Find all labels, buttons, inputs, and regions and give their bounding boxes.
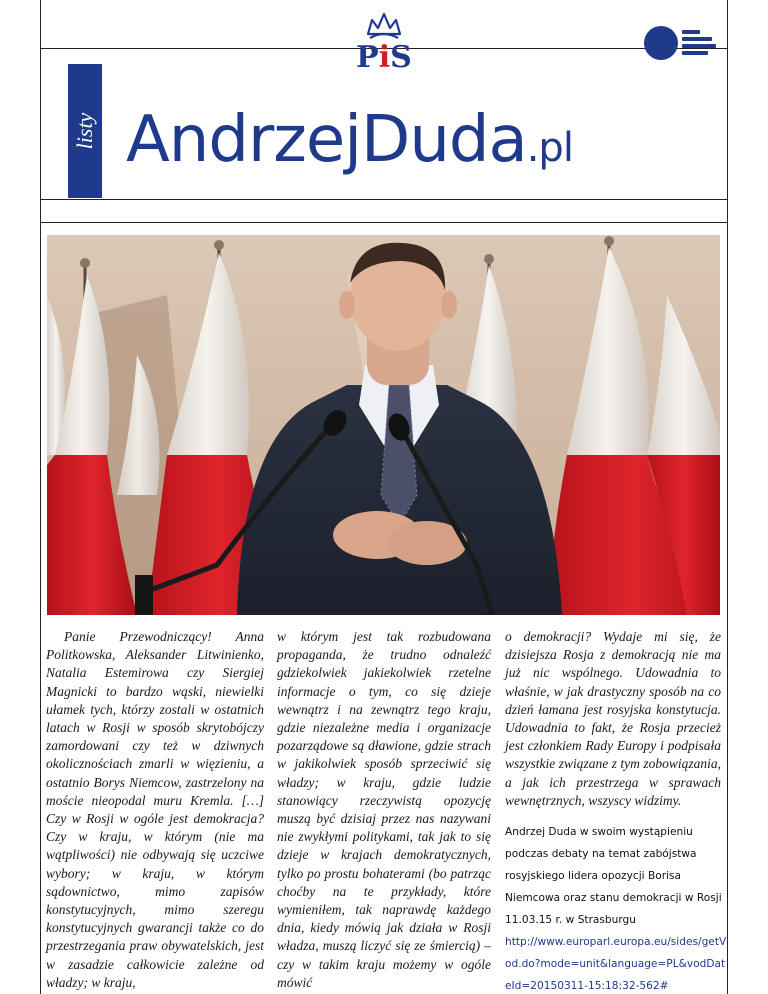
ekr-emblem-icon: [644, 26, 678, 60]
masthead-domain: .pl: [526, 125, 573, 171]
party-logo-text: PiS: [356, 40, 412, 75]
video-link[interactable]: http://www.europarl.europa.eu/sides/getVod.do?mode=unit&language=PL&vodDateId=20150311-15:18:32-562#: [505, 936, 727, 992]
left-margin-line: [40, 0, 41, 994]
caption-text: Andrzej Duda w swoim wystąpieniu podczas debaty na temat zabójstwa rosyjskiego lidera opozycji Borisa Niemcowa oraz stanu demokracji w Rosji 11.03.15 r. w Strasburgu: [505, 826, 722, 926]
masthead-title: [126, 103, 573, 177]
article-column-2: w którym jest tak rozbudowana propaganda, że trudno odnaleźć gdziekolwiek jakiekolwiek rzetelne informacje o tym, co się dzieje wewnątrz i na zewnątrz tego kraju, gdzie niezależne media i organizacje pozarządowe są dławione, gdzie strach w jakikolwiek sposób sprzeciwić się władzy; w kraju, gdzie ludzie stanowiący rzeczywistą opozycję muszą być dzisiaj przez nas nazywani nie zwykłymi politykami, tak jak to się dzieje w krajach demokratycznych, tylko po prostu bohaterami (bo patrząc choćby na te przykłady, które wymieniłem, tak naprawdę każdego dnia, kiedy mówią jak działa w Rosji władza, muszą liczyć się ze śmiercią) – czy w takim kraju możemy w ogóle mówić: [277, 629, 491, 990]
masthead-bottom-rule: [40, 199, 728, 200]
section-tab: [68, 64, 102, 198]
photo-top-rule: [40, 222, 728, 223]
photo-caption: [505, 821, 727, 994]
section-tab-label: listy: [72, 112, 97, 150]
ekr-logo-wordmark: [682, 30, 722, 58]
ekr-logo: [644, 24, 724, 64]
right-margin-line: [727, 0, 728, 994]
article-photo: [47, 235, 720, 615]
party-logo: [346, 8, 422, 74]
speaker-photo-illustration: [47, 235, 720, 615]
article-column-3: o demokracji? Wydaje mi się, że dzisiejsza Rosja z demokracją nie ma już nic wspólnego. Udowadnia to właśnie, w jak drastyczny sposób na co dzień łamana jest rosyjska konstytucja. Udowadnia to fakt, że Rosja przecież jest członkiem Rady Europy i podpisała wszystkie związane z tym zobowiązania, a jak ich przestrzega w sprawach wewnętrznych, wszyscy widzimy.: [505, 629, 721, 808]
masthead-main: AndrzejDuda: [126, 103, 527, 177]
crown-eagle-icon: [346, 8, 422, 42]
article-column-1: Panie Przewodniczący! Anna Politkowska, Aleksander Litwinienko, Natalia Estemirowa czy Siergiej Magnicki to bardzo wąski, niewielki ułamek tych, którzy zostali w ostatnich latach w Rosji w sposób skrytobójczy zamordowani czy też w dziwnych okolicznościach zmarli w więzieniu, a ostatnio Borys Niemcow, zastrzelony na moście nieopodal muru Kremla. […] Czy w Rosji w ogóle jest demokracja? Czy w kraju, w którym (nie ma wątpliwości) nie odbywają się uczciwe wybory; w kraju, w którym sądownictwo, mimo zapisów konstytucyjnych, mimo szeregu konstytucyjnych gwarancji także co do przestrzegania praw obywatelskich, jest w zasadzie całkowicie zależne od władzy; w kraju,: [46, 629, 264, 990]
